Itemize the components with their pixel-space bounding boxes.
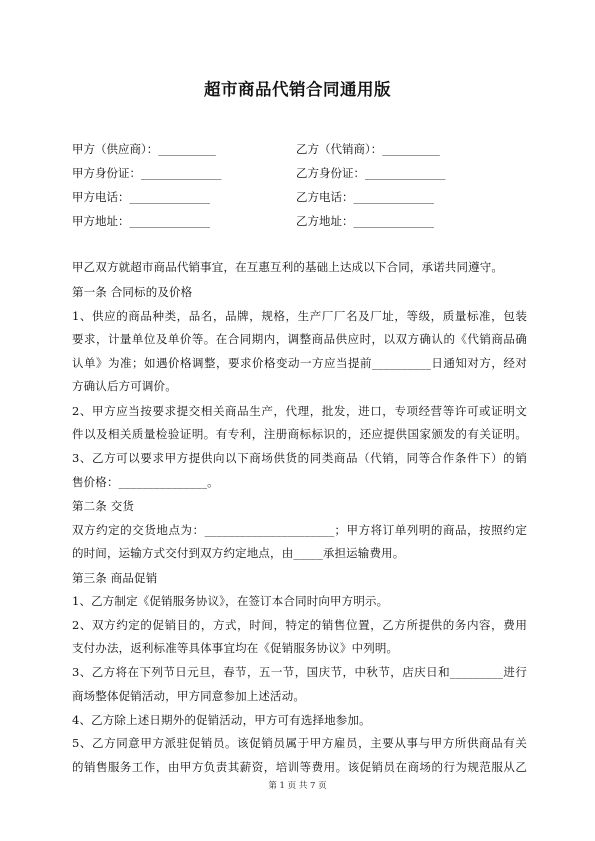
section-heading: 第三条 商品促销 <box>72 571 158 585</box>
body-text-line: 商场整体促销活动，甲方同意参加上述活动。 <box>72 689 305 703</box>
party-b-field: 乙方（代销商）：__________ <box>296 142 440 156</box>
party-a-field: 甲方身份证：______________ <box>72 166 222 180</box>
section-heading: 第一条 合同标的及价格 <box>72 285 193 299</box>
party-a-field: 甲方地址：______________ <box>72 214 210 228</box>
page-title: 超市商品代销合同通用版 <box>204 80 391 99</box>
party-a-field: 甲方电话：______________ <box>72 190 210 204</box>
page-footer: 第 1 页 共 7 页 <box>268 781 327 791</box>
body-text-line: 3、乙方可以要求甲方提供向以下商场供货的同类商品（代销，同等合作条件下）的销 <box>72 451 527 465</box>
body-text-line: 3、乙方将在下列节日元旦，春节，五一节，国庆节，中秋节，店庆日和_________进行 <box>72 665 527 679</box>
body-text-line: 件以及相关质量检验证明。有专利，注册商标标识的，还应提供国家颁发的有关证明。 <box>72 427 527 441</box>
body-text-line: 支付办法，返利标准等具体事宜均在《促销服务协议》中列明。 <box>72 641 399 655</box>
body-text-line: 4、乙方除上述日期外的促销活动，甲方可有选择地参加。 <box>72 713 371 727</box>
body-text-line: 5、乙方同意甲方派驻促销员。该促销员属于甲方雇员，主要从事与甲方所供商品有关 <box>72 736 527 750</box>
body-text-line: 2、甲方应当按要求提交相关商品生产，代理，批发，进口，专项经营等许可或证明文 <box>72 404 527 418</box>
party-b-field: 乙方身份证：______________ <box>296 166 446 180</box>
section-heading: 第二条 交货 <box>72 499 135 513</box>
body-text-line: 双方约定的交货地点为：______________________；甲方将订单列明的商品，按照约定 <box>72 523 527 537</box>
body-text-line: 方确认后方可调价。 <box>72 379 177 393</box>
body-text-line: 的时间，运输方式交付到双方约定地点，由_____承担运输费用。 <box>72 546 405 560</box>
party-b-field: 乙方地址：______________ <box>296 214 434 228</box>
party-a-field: 甲方（供应商）：__________ <box>72 142 216 156</box>
body-text-line: 甲乙双方就超市商品代销事宜，在互惠互利的基础上达成以下合同，承诺共同遵守。 <box>72 260 504 274</box>
body-text-line: 认单》为准；如遇价格调整，要求价格变动一方应当提前__________日通知对方，经对 <box>72 356 527 370</box>
body-text-line: 1、乙方制定《促销服务协议》，在签订本合同时向甲方明示。 <box>72 594 389 608</box>
body-text-line: 的销售服务工作，由甲方负责其薪资，培训等费用。该促销员在商场的行为规范服从乙 <box>72 760 527 774</box>
body-text-line: 2、双方约定的促销目的，方式，时间，特定的销售位置，乙方所提供的务内容，费用 <box>72 618 527 632</box>
party-b-field: 乙方电话：______________ <box>296 190 434 204</box>
body-text-line: 要求，计量单位及单价等。在合同期内，调整商品供应时，以双方确认的《代销商品确 <box>72 332 527 346</box>
body-text-line: 1、供应的商品种类，品名，品牌，规格，生产厂厂名及厂址，等级，质量标准，包装 <box>72 309 527 323</box>
body-text-line: 售价格：_______________。 <box>72 475 219 489</box>
